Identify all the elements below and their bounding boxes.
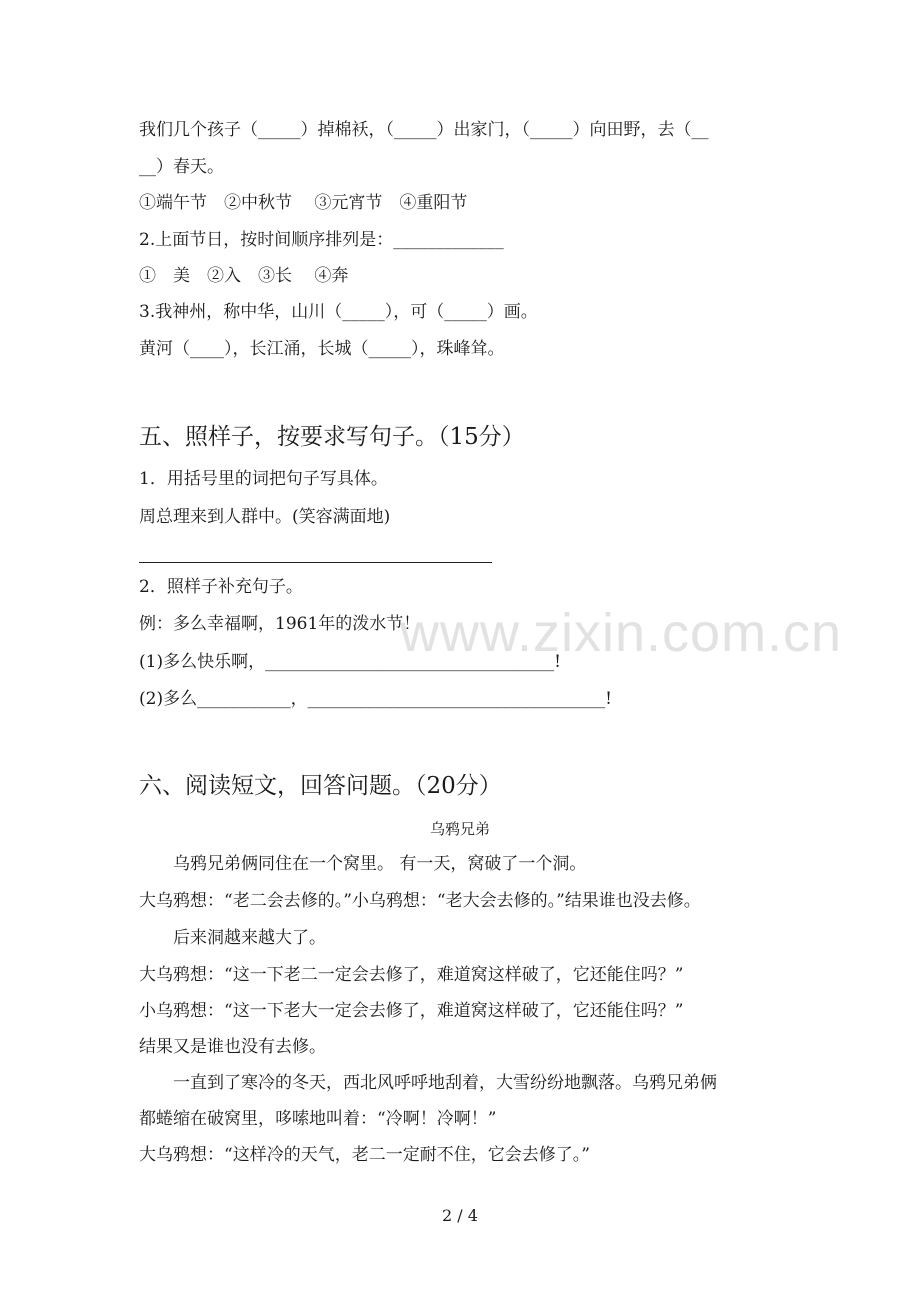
story-paragraph: 大乌鸦想：“这样冷的天气，老二一定耐不住，它会去修了。” bbox=[139, 1145, 590, 1165]
answer-rule bbox=[139, 562, 492, 563]
exercise4-line1: 我们几个孩子（_____）掉棉袄，（_____）出家门，（_____）向田野，去（__ bbox=[139, 120, 709, 140]
question-3a: 3.我神州，称中华，山川（_____），可（_____）画。 bbox=[139, 302, 538, 322]
story-paragraph: 大乌鸦想：“老二会去修的。”小乌鸦想：“老大会去修的。”结果谁也没去修。 bbox=[139, 891, 701, 911]
section5-example: 例：多么幸福啊，1961年的泼水节！ bbox=[139, 614, 421, 634]
question-3b: 黄河（____），长江涌，长城（_____），珠峰耸。 bbox=[139, 339, 505, 359]
section5-heading: 五、照样子，按要求写句子。（15分） bbox=[139, 424, 525, 450]
watermark: www.zixin.com.cn bbox=[400, 603, 843, 663]
word-options: ① 美 ②入 ③长 ④奔 bbox=[139, 266, 349, 286]
story-paragraph: 结果又是谁也没有去修。 bbox=[139, 1037, 326, 1057]
story-paragraph: 乌鸦兄弟俩同住在一个窝里。 有一天，窝破了一个洞。 bbox=[139, 854, 587, 874]
holiday-options: ①端午节 ②中秋节 ③元宵节 ④重阳节 bbox=[139, 193, 468, 213]
story-title: 乌鸦兄弟 bbox=[429, 820, 490, 838]
story-paragraph: 一直到了寒冷的冬天，西北风呼呼地刮着，大雪纷纷地飘落。乌鸦兄弟俩 bbox=[139, 1073, 717, 1093]
section5-q2: 2．照样子补充句子。 bbox=[139, 577, 303, 597]
story-paragraph: 都蜷缩在破窝里，哆嗦地叫着：“冷啊！冷啊！” bbox=[139, 1109, 497, 1129]
section5-q1-sentence: 周总理来到人群中。(笑容满面地) bbox=[139, 507, 391, 527]
story-paragraph: 后来洞越来越大了。 bbox=[139, 928, 326, 948]
exercise4-line2: __）春天。 bbox=[139, 157, 224, 177]
section5-q1: 1．用括号里的词把句子写具体。 bbox=[139, 469, 388, 489]
section5-item2: (2)多么___________，___________________________________! bbox=[139, 689, 612, 709]
section6-heading: 六、阅读短文，回答问题。（20分） bbox=[139, 773, 502, 799]
question-2: 2.上面节日，按时间顺序排列是：_____________ bbox=[139, 230, 504, 250]
section5-item1: (1)多么快乐啊，__________________________________! bbox=[139, 652, 561, 672]
page-number: 2 / 4 bbox=[442, 1206, 478, 1225]
story-paragraph: 大乌鸦想：“这一下老二一定会去修了，难道窝这样破了，它还能住吗？” bbox=[139, 965, 684, 985]
story-paragraph: 小乌鸦想：“这一下老大一定会去修了，难道窝这样破了，它还能住吗？” bbox=[139, 1001, 684, 1021]
